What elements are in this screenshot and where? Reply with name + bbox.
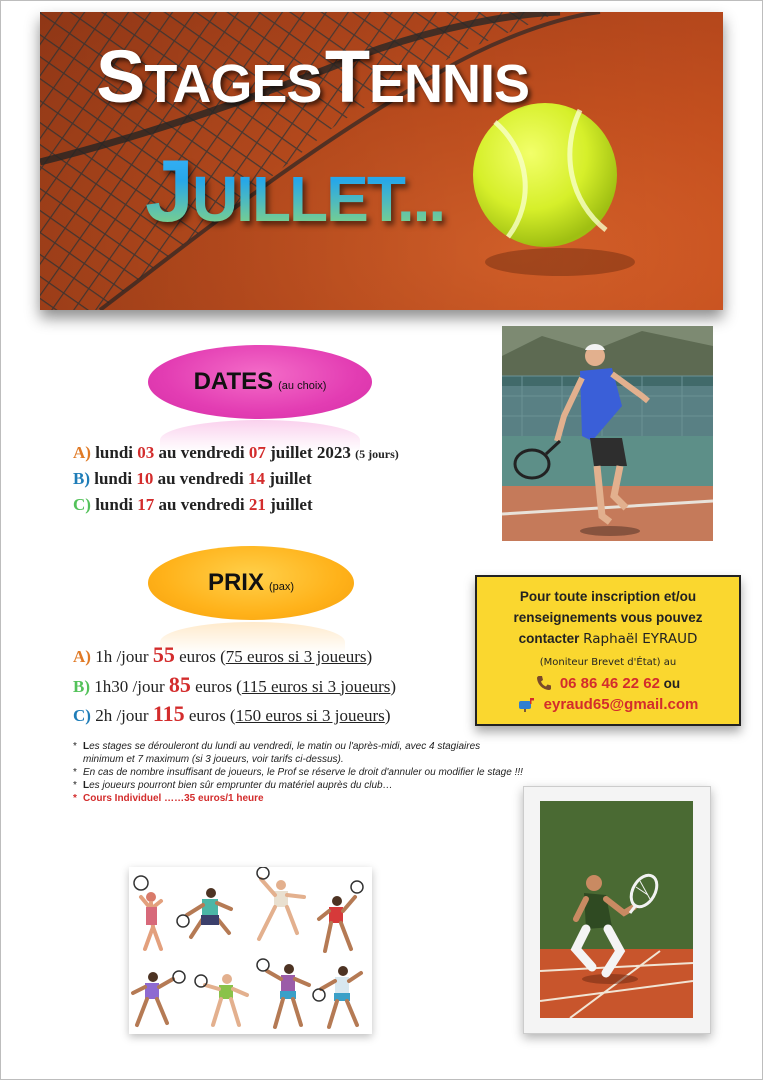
contact-box [475,575,741,726]
contact-email[interactable]: eyraud65@gmail.com [543,696,699,713]
contact-line: renseignements vous pouvez [513,610,703,625]
dates-heading-sub: (au choix) [278,379,327,392]
list-item: A) 1h /jour 55 euros (75 euros si 3 joueurs) [73,642,373,667]
dates-list [73,443,399,521]
tennis-poster [540,801,693,1018]
players-illustration [129,867,372,1034]
hero-banner [40,12,723,310]
dates-heading: DATES [193,368,274,395]
note-item: * Les joueurs pourront bien sûr emprunter du matériel auprès du club… [73,780,393,791]
contact-phone-line: 06 86 46 22 62 ou [477,673,739,694]
contact-line: contacter Raphaël EYRAUD [518,631,698,647]
prix-heading: PRIX [207,569,264,596]
contact-line: (Moniteur Brevet d'État) au [539,657,677,668]
mailbox-icon [518,696,536,712]
prix-heading-pill [148,546,354,620]
contact-name: Raphaël EYRAUD [583,631,698,647]
contact-email-line [477,694,739,715]
phone-icon [536,675,552,691]
note-item: * Les stages se dérouleront du lundi au vendredi, le matin ou l'après-midi, avec 4 stagiaires minimum et 7 maximum (si 3 joueurs, voir tarifs ci-dessus). [73,741,481,765]
contact-phone[interactable]: 06 86 46 22 62 [559,675,660,692]
player-photo [502,326,713,541]
list-item: B) lundi 10 au vendredi 14 juillet [73,469,312,488]
list-item: C) 2h /jour 115 euros (150 euros si 3 joueurs) [73,701,391,726]
list-item: A) lundi 03 au vendredi 07 juillet 2023 (5 jours) [73,443,399,462]
banner-month: JUILLET... [145,141,445,240]
dates-heading-pill [148,345,372,419]
prix-list [73,642,396,731]
prix-heading-sub: (pax) [268,580,295,593]
note-item: * En cas de nombre insuffisant de joueurs, le Prof se réserve le droit d'annuler ou modifier le stage !!! [73,767,523,778]
note-item-individual: * Cours Individuel ……35 euros/1 heure [73,793,264,804]
contact-line: Pour toute inscription et/ou [519,589,697,604]
list-item: C) lundi 17 au vendredi 21 juillet [73,495,313,514]
list-item: B) 1h30 /jour 85 euros (115 euros si 3 joueurs) [73,671,397,697]
notes-list [73,740,523,805]
banner-title: STAGES TENNIS [96,35,530,118]
